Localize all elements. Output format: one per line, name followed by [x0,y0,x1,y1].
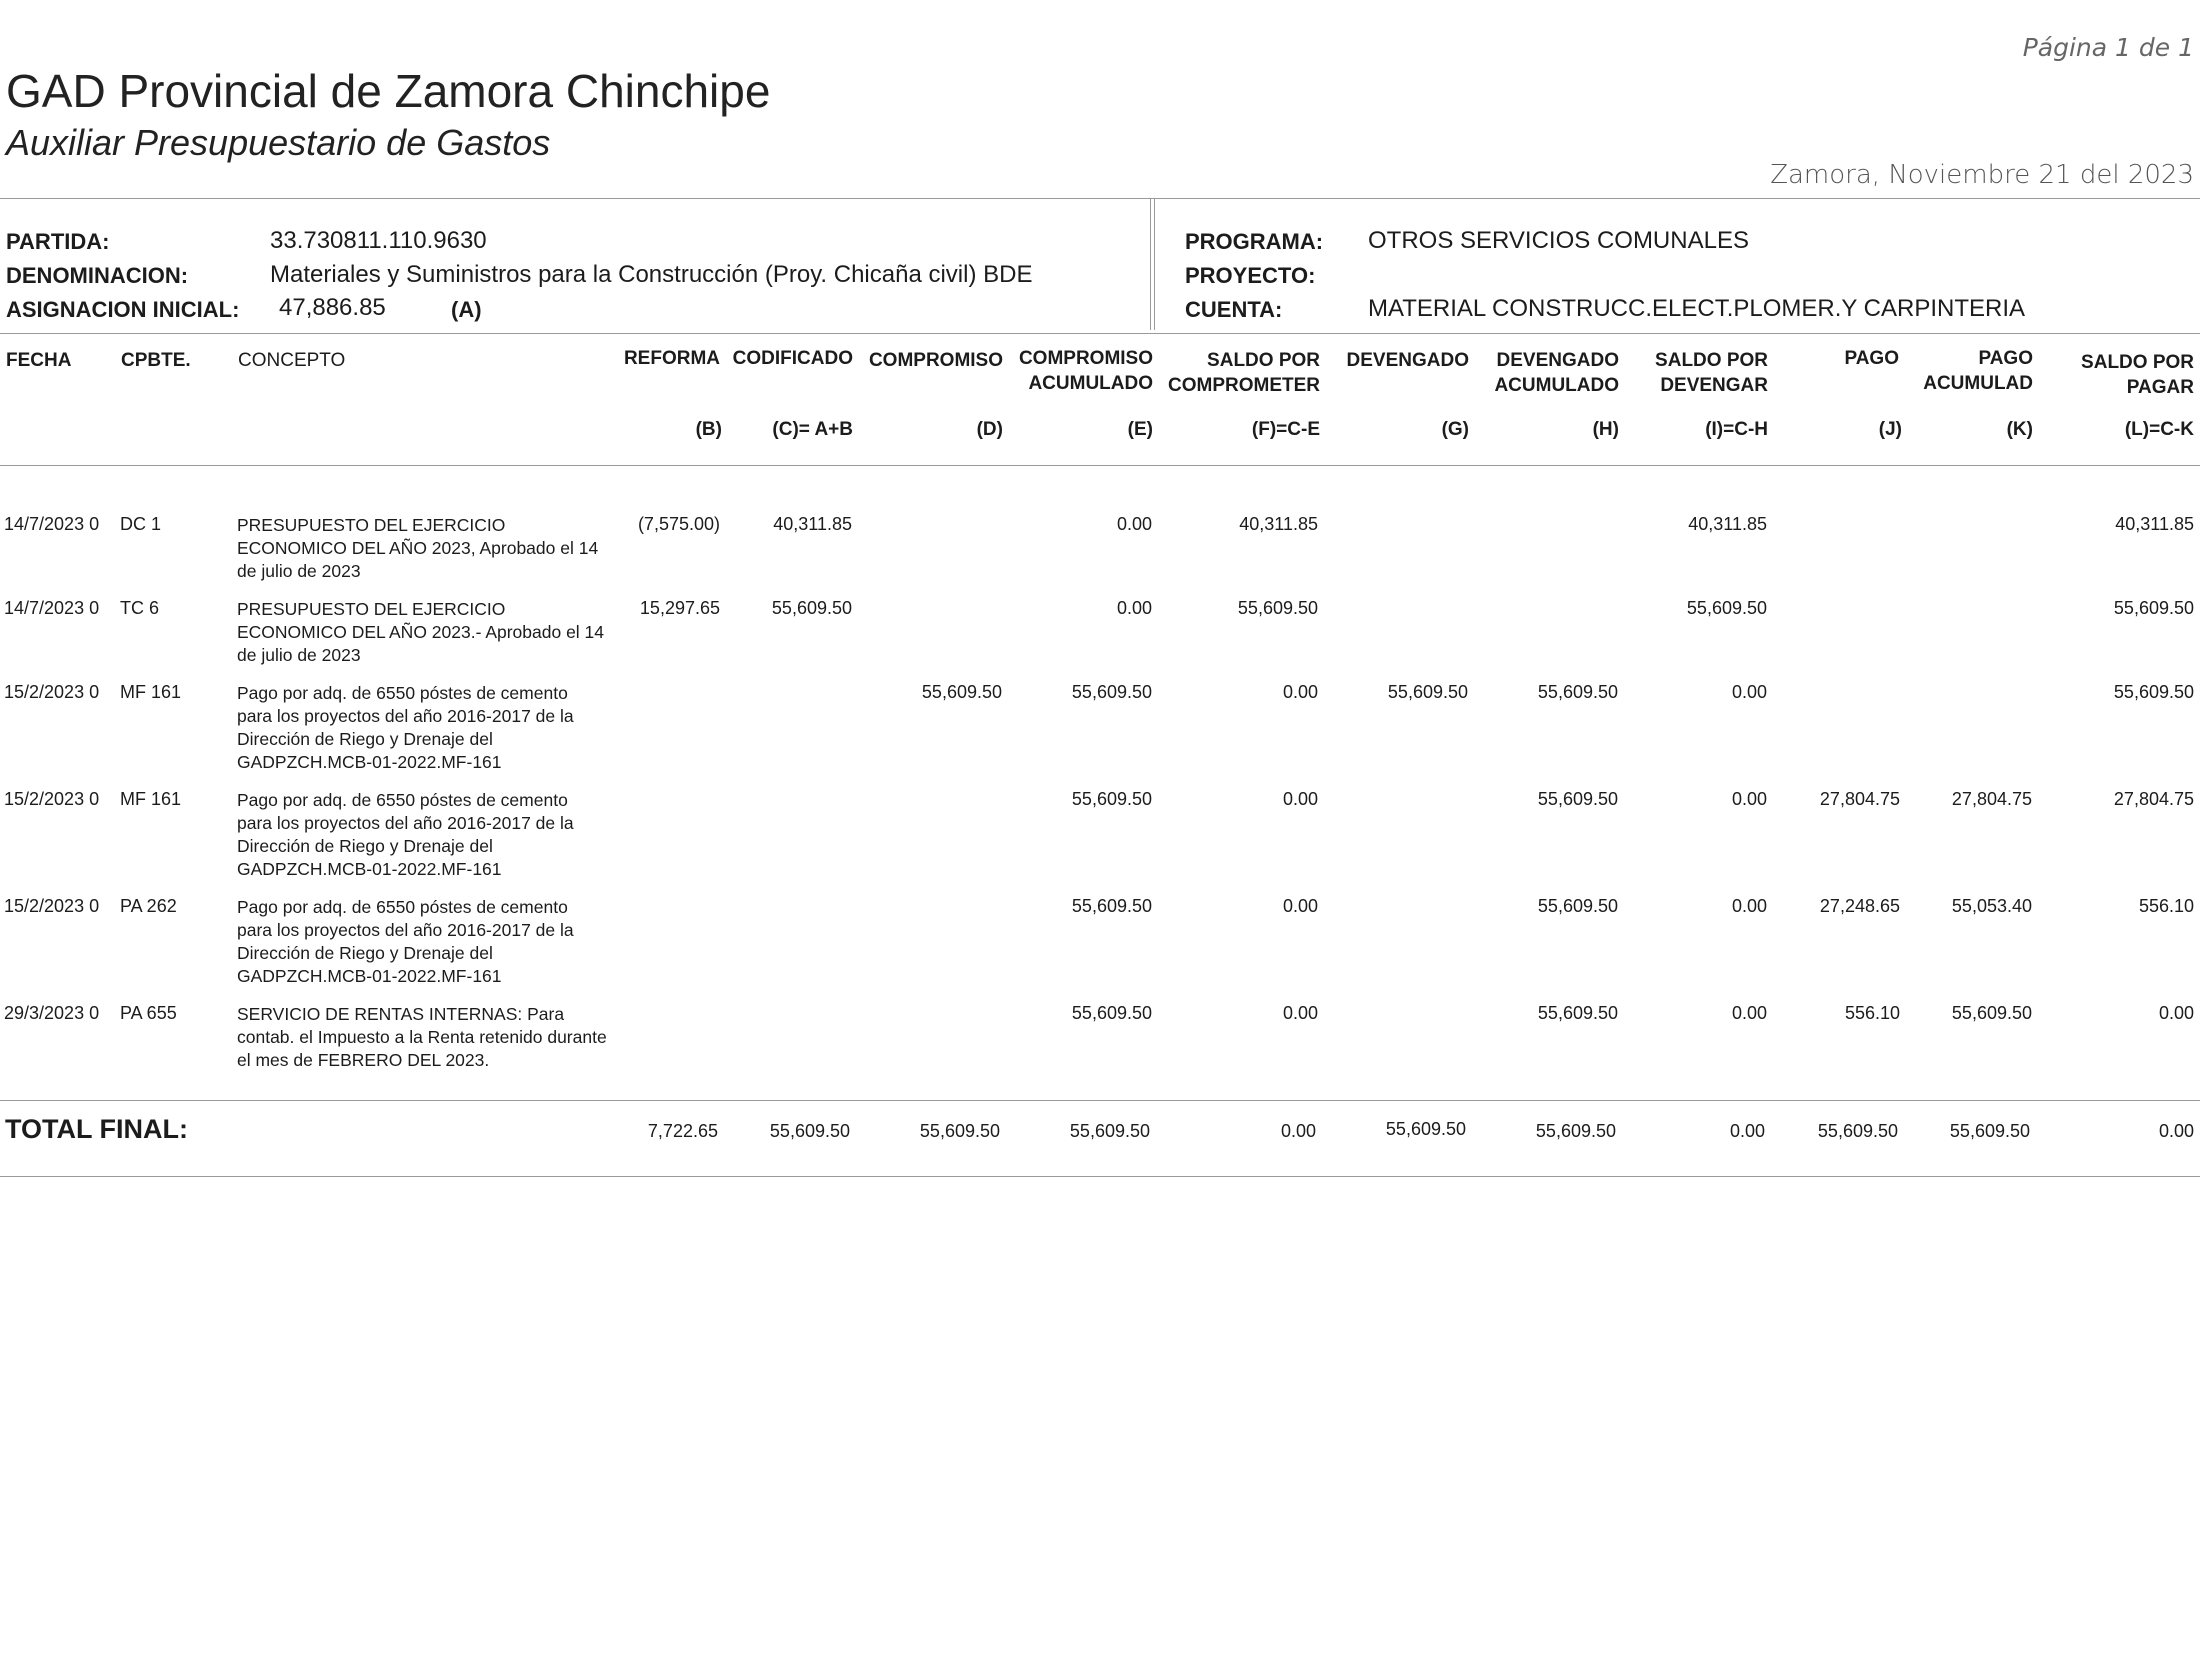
col-ref-compromiso: (D) [976,419,1003,440]
total-top-rule [0,1100,2200,1101]
col-header-cpbte: CPBTE. [121,350,191,371]
row-saldo-pagar: 40,311.85 [2115,514,2194,534]
row-devengado-acum: 55,609.50 [1537,1003,1618,1023]
col-header-saldo-devengar: SALDO POR DEVENGAR [1655,350,1768,396]
row-fecha: 29/3/2023 0 [4,1003,100,1023]
row-compromiso-acum: 55,609.50 [1071,789,1152,809]
report-date: Zamora, Noviembre 21 del 2023 [1770,160,2194,190]
col-ref-saldo-pagar: (L)=C-K [2124,419,2194,440]
proyecto-label: PROYECTO: [1185,263,1316,288]
total-reforma: 7,722.65 [647,1121,718,1141]
total-saldo-comprometer: 0.00 [1280,1121,1316,1141]
info-bottom-rule [0,333,2200,334]
col-header-devengado-acumulado: DEVENGADO ACUMULADO [1494,350,1619,396]
row-devengado-acum: 55,609.50 [1537,896,1618,916]
row-devengado-acum: 55,609.50 [1537,789,1618,809]
col-header-saldo-comprometer: SALDO POR COMPROMETER [1168,350,1320,396]
total-bottom-rule [0,1176,2200,1177]
row-compromiso-acum: 55,609.50 [1071,896,1152,916]
row-saldo-comprometer: 0.00 [1282,682,1318,702]
row-pago: 27,804.75 [1819,789,1900,809]
row-saldo-devengar: 55,609.50 [1686,598,1767,618]
row-cpbte: TC 6 [120,598,160,618]
row-compromiso: 55,609.50 [921,682,1002,702]
header-bottom-rule [0,465,2200,466]
row-saldo-comprometer: 40,311.85 [1239,514,1318,534]
row-devengado: 55,609.50 [1387,682,1468,702]
col-ref-saldo-devengar: (I)=C-H [1705,419,1768,440]
programa-value: OTROS SERVICIOS COMUNALES [1368,227,1749,254]
row-fecha: 15/2/2023 0 [4,682,100,702]
row-compromiso-acum: 0.00 [1116,514,1152,534]
row-cpbte: PA 262 [120,896,177,916]
row-saldo-comprometer: 0.00 [1282,1003,1318,1023]
row-concepto: Pago por adq. de 6550 póstes de cemento para los proyectos del año 2016-2017 de la Dirección de Riego y Drenaje del GADPZCH.MCB-01-2022.MF-161 [237,683,574,772]
page-number: Página 1 de 1 [2022,33,2194,62]
col-ref-reforma: (B) [695,419,722,440]
organization-title: GAD Provincial de Zamora Chinchipe [6,65,771,117]
partida-label: PARTIDA: [6,229,110,254]
row-pago-acum: 55,053.40 [1951,896,2032,916]
row-saldo-pagar: 55,609.50 [2113,598,2194,618]
row-fecha: 14/7/2023 0 [4,598,100,618]
row-pago: 27,248.65 [1819,896,1900,916]
row-saldo-pagar: 0.00 [2158,1003,2194,1023]
col-header-compromiso: COMPROMISO [868,350,1003,371]
row-compromiso-acum: 55,609.50 [1071,682,1152,702]
total-compromiso: 55,609.50 [919,1121,1000,1141]
row-concepto: SERVICIO DE RENTAS INTERNAS: Para contab. el Impuesto a la Renta retenido durante el mes de FEBRERO DEL 2023. [237,1004,607,1070]
row-pago: 556.10 [1844,1003,1900,1023]
total-compromiso-acumulado: 55,609.50 [1069,1121,1150,1141]
row-pago-acum: 55,609.50 [1951,1003,2032,1023]
info-top-rule [0,198,2200,199]
row-saldo-comprometer: 0.00 [1282,789,1318,809]
col-header-pago-acumulad: PAGO ACUMULAD [1923,348,2033,394]
col-header-concepto: CONCEPTO [238,350,346,371]
row-fecha: 15/2/2023 0 [4,896,100,916]
col-ref-devengado-acumulado: (H) [1592,419,1619,440]
cuenta-value: MATERIAL CONSTRUCC.ELECT.PLOMER.Y CARPINTERIA [1368,295,2025,322]
col-ref-compromiso-acumulado: (E) [1127,419,1153,440]
col-ref-codificado: (C)= A+B [772,419,853,440]
asignacion-ref: (A) [451,297,482,322]
denominacion-value: Materiales y Suministros para la Construcción (Proy. Chicaña civil) BDE [270,261,1033,288]
total-devengado-acumulado: 55,609.50 [1535,1121,1616,1141]
row-cpbte: PA 655 [120,1003,177,1023]
total-codificado: 55,609.50 [769,1121,850,1141]
row-concepto: PRESUPUESTO DEL EJERCICIO ECONOMICO DEL AÑO 2023, Aprobado el 14 de julio de 2023 [237,515,599,581]
row-fecha: 14/7/2023 0 [4,514,100,534]
total-saldo-devengar: 0.00 [1729,1121,1765,1141]
col-ref-saldo-comprometer: (F)=C-E [1251,419,1320,440]
row-concepto: PRESUPUESTO DEL EJERCICIO ECONOMICO DEL AÑO 2023.- Aprobado el 14 de julio de 2023 [237,599,605,665]
info-divider-inner [1154,198,1155,330]
row-saldo-devengar: 0.00 [1731,789,1767,809]
row-codificado: 40,311.85 [773,514,852,534]
total-devengado: 55,609.50 [1385,1119,1466,1139]
col-ref-devengado: (G) [1441,419,1469,440]
row-reforma: (7,575.00) [637,514,720,534]
row-concepto: Pago por adq. de 6550 póstes de cemento para los proyectos del año 2016-2017 de la Dirección de Riego y Drenaje del GADPZCH.MCB-01-2022.MF-161 [237,790,574,879]
row-fecha: 15/2/2023 0 [4,789,100,809]
row-compromiso-acum: 55,609.50 [1071,1003,1152,1023]
row-codificado: 55,609.50 [771,598,852,618]
col-ref-pago: (J) [1878,419,1902,440]
row-saldo-devengar: 0.00 [1731,896,1767,916]
row-saldo-comprometer: 0.00 [1282,896,1318,916]
row-pago-acum: 27,804.75 [1951,789,2032,809]
row-cpbte: MF 161 [120,682,182,702]
total-label: TOTAL FINAL: [5,1114,188,1144]
col-header-saldo-pagar: SALDO POR PAGAR [2081,352,2194,398]
info-divider [1150,198,1151,330]
col-header-compromiso-acumulado: COMPROMISO ACUMULADO [1018,348,1153,394]
row-concepto: Pago por adq. de 6550 póstes de cemento para los proyectos del año 2016-2017 de la Dirección de Riego y Drenaje del GADPZCH.MCB-01-2022.MF-161 [237,897,574,986]
row-saldo-devengar: 40,311.85 [1688,514,1767,534]
partida-value: 33.730811.110.9630 [270,227,487,254]
row-saldo-comprometer: 55,609.50 [1237,598,1318,618]
row-saldo-pagar: 55,609.50 [2113,682,2194,702]
col-header-reforma: REFORMA [623,348,720,369]
row-saldo-pagar: 556.10 [2138,896,2194,916]
total-pago-acumulado: 55,609.50 [1949,1121,2030,1141]
row-cpbte: MF 161 [120,789,182,809]
col-header-fecha: FECHA [6,350,72,371]
cuenta-label: CUENTA: [1185,297,1283,322]
asignacion-value: 47,886.85 [279,294,386,321]
row-cpbte: DC 1 [120,514,162,534]
col-header-devengado: DEVENGADO [1346,350,1469,371]
col-header-codificado: CODIFICADO [732,348,853,369]
row-saldo-devengar: 0.00 [1731,1003,1767,1023]
report-title: Auxiliar Presupuestario de Gastos [6,122,551,163]
programa-label: PROGRAMA: [1185,229,1324,254]
denominacion-label: DENOMINACION: [6,263,189,288]
row-compromiso-acum: 0.00 [1116,598,1152,618]
row-saldo-devengar: 0.00 [1731,682,1767,702]
total-saldo-pagar: 0.00 [2158,1121,2194,1141]
col-header-pago: PAGO [1844,348,1899,369]
asignacion-label: ASIGNACION INICIAL: [6,297,240,322]
col-ref-pago-acumulad: (K) [2006,419,2033,440]
row-reforma: 15,297.65 [639,598,720,618]
total-pago: 55,609.50 [1817,1121,1898,1141]
row-devengado-acum: 55,609.50 [1537,682,1618,702]
row-saldo-pagar: 27,804.75 [2113,789,2194,809]
